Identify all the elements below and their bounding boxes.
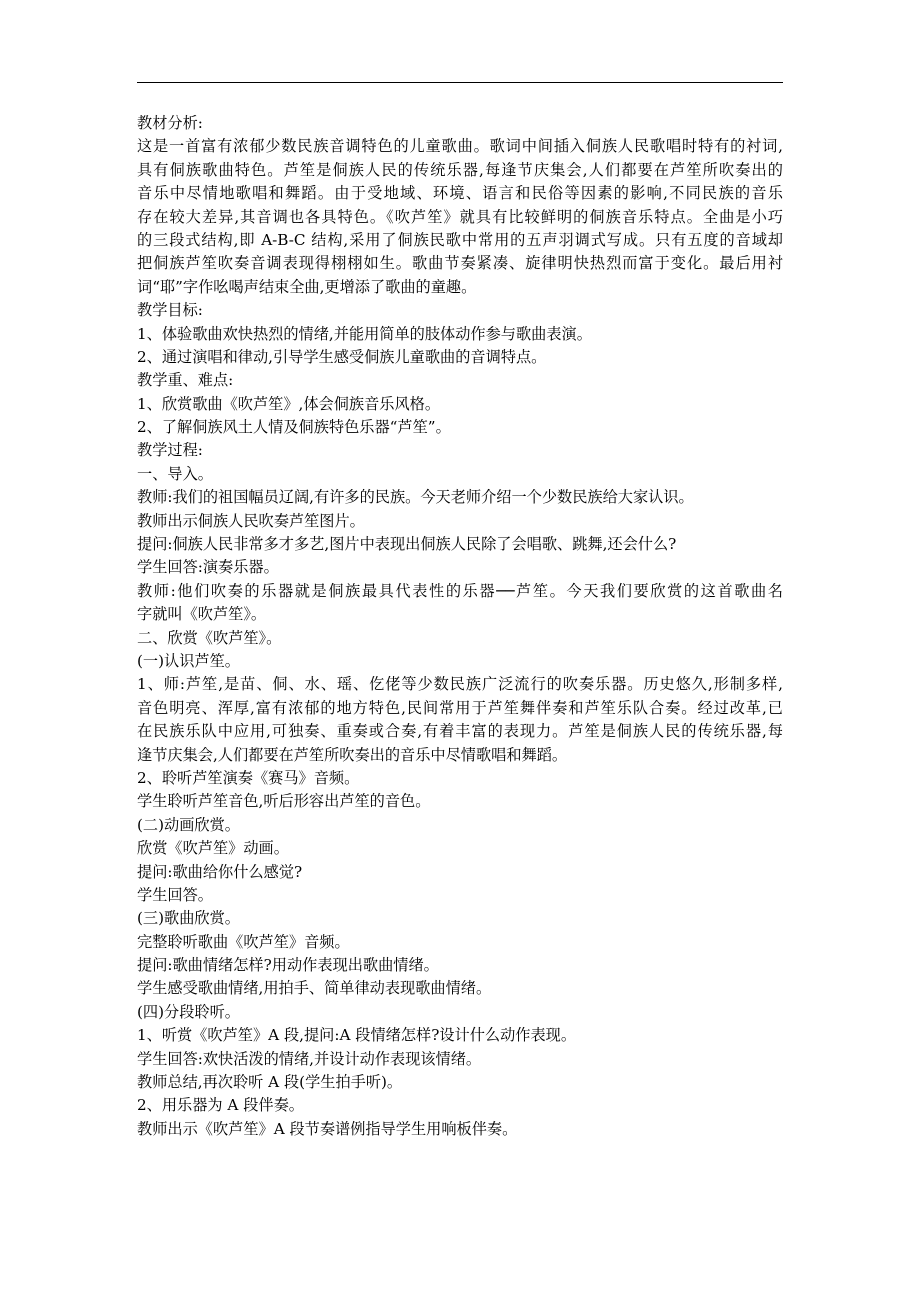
- text-line: 教学目标:: [137, 301, 203, 320]
- text-line: (四)分段聆听。: [137, 1002, 240, 1021]
- text-line: 词“耶”字作吆喝声结束全曲,更增添了歌曲的童趣。: [137, 277, 477, 296]
- text-line: 1、师:芦笙,是苗、侗、水、瑶、仡佬等少数民族广泛流行的吹奏乐器。历史悠久,形制多样,: [137, 675, 783, 694]
- text-line: 字就叫《吹芦笙》。: [137, 605, 267, 624]
- header-rule: [137, 82, 783, 83]
- text-line: (二)动画欣赏。: [137, 815, 240, 834]
- text-line: 2、用乐器为 A 段伴奏。: [137, 1096, 304, 1115]
- text-line: 二、欣赏《吹芦笙》。: [137, 628, 282, 647]
- text-line: 教师出示《吹芦笙》A 段节奏谱例指导学生用响板伴奏。: [137, 1119, 518, 1138]
- text-line: 教师总结,再次聆听 A 段(学生拍手听)。: [137, 1073, 403, 1092]
- text-line: 逢节庆集会,人们都要在芦笙所吹奏出的音乐中尽情歌唱和舞蹈。: [137, 745, 568, 764]
- text-line: 教材分析:: [137, 114, 203, 132]
- text-line: 2、了解侗族风土人情及侗族特色乐器“芦笙”。: [137, 418, 451, 437]
- text-line: 提问:歌曲给你什么感觉?: [137, 862, 303, 881]
- text-line: 把侗族芦笙吹奏音调表现得栩栩如生。歌曲节奏紧凑、旋律明快热烈而富于变化。最后用衬: [137, 254, 783, 273]
- document-body: [137, 112, 783, 1141]
- text-line: 提问:侗族人民非常多才多艺,图片中表现出侗族人民除了会唱歌、跳舞,还会什么?: [137, 535, 677, 554]
- text-line: 1、体验歌曲欢快热烈的情绪,并能用简单的肢体动作参与歌曲表演。: [137, 324, 592, 343]
- text-line: 欣赏《吹芦笙》动画。: [137, 839, 289, 858]
- text-line: 学生聆听芦笙音色,听后形容出芦笙的音色。: [137, 792, 431, 811]
- text-line: 这是一首富有浓郁少数民族音调特色的儿童歌曲。歌词中间插入侗族人民歌唱时特有的衬词,: [137, 137, 783, 156]
- text-line: 教师:他们吹奏的乐器就是侗族最具代表性的乐器──芦笙。今天我们要欣赏的这首歌曲名: [137, 581, 783, 600]
- text-line: 2、通过演唱和律动,引导学生感受侗族儿童歌曲的音调特点。: [137, 347, 547, 366]
- text-line: 具有侗族歌曲特色。芦笙是侗族人民的传统乐器,每逢节庆集会,人们都要在芦笙所吹奏出的: [137, 160, 783, 179]
- text-line: 1、欣赏歌曲《吹芦笙》,体会侗族音乐风格。: [137, 394, 441, 413]
- text-line: 学生回答。: [137, 885, 213, 904]
- text-line: (一)认识芦笙。: [137, 651, 240, 670]
- text-line: 一、导入。: [137, 464, 213, 483]
- text-line: 学生感受歌曲情绪,用拍手、简单律动表现歌曲情绪。: [137, 979, 492, 998]
- text-line: 2、聆听芦笙演奏《赛马》音频。: [137, 768, 360, 787]
- text-line: 提问:歌曲情绪怎样?用动作表现出歌曲情绪。: [137, 956, 439, 975]
- text-line: 在民族乐队中应用,可独奏、重奏或合奏,有着丰富的表现力。芦笙是侗族人民的传统乐器,每: [137, 722, 783, 741]
- text-line: 教学过程:: [137, 441, 203, 460]
- text-line: 音乐中尽情地歌唱和舞蹈。由于受地域、环境、语言和民俗等因素的影响,不同民族的音乐: [137, 184, 783, 203]
- text-line: 完整聆听歌曲《吹芦笙》音频。: [137, 932, 350, 951]
- text-line: 教师:我们的祖国幅员辽阔,有许多的民族。今天老师介绍一个少数民族给大家认识。: [137, 488, 694, 507]
- text-line: 教学重、难点:: [137, 371, 234, 390]
- text-line: 1、听赏《吹芦笙》A 段,提问:A 段情绪怎样?设计什么动作表现。: [137, 1026, 577, 1045]
- text-line: 存在较大差异,其音调也各具特色。《吹芦笙》就具有比较鲜明的侗族音乐特点。全曲是小巧: [137, 207, 783, 226]
- text-line: 音色明亮、浑厚,富有浓郁的地方特色,民间常用于芦笙舞伴奏和芦笙乐队合奏。经过改革,已: [137, 698, 783, 717]
- text-line: 学生回答:演奏乐器。: [137, 558, 279, 577]
- text-line: 教师出示侗族人民吹奏芦笙图片。: [137, 511, 365, 530]
- text-line: 的三段式结构,即 A-B-C 结构,采用了侗族民歌中常用的五声羽调式写成。只有五度的音域却: [137, 230, 783, 249]
- text-line: (三)歌曲欣赏。: [137, 909, 240, 928]
- text-line: 学生回答:欢快活泼的情绪,并设计动作表现该情绪。: [137, 1049, 482, 1068]
